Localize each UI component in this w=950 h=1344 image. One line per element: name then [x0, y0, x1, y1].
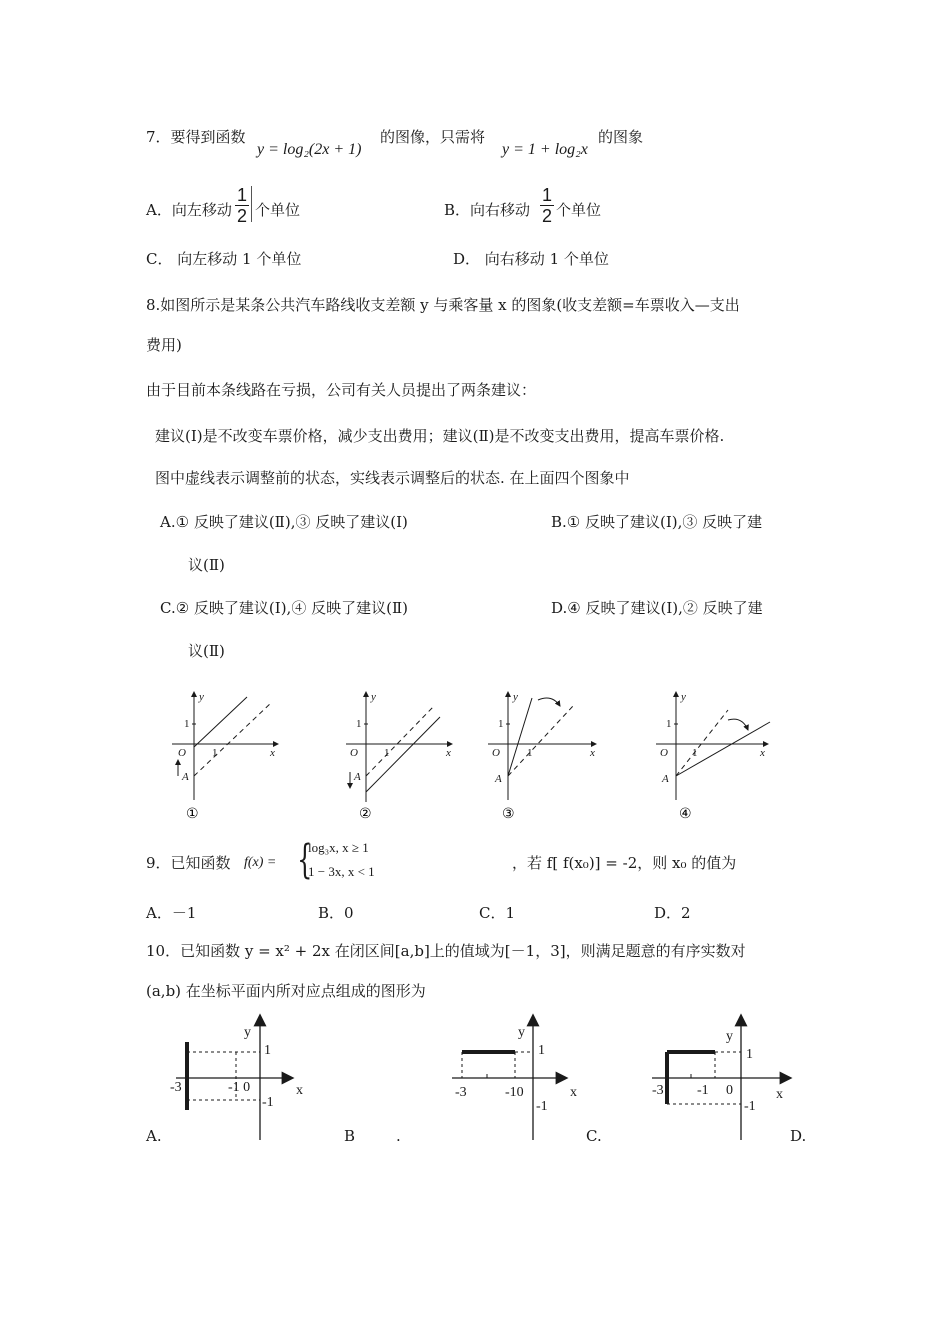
q8-option-a: A.① 反映了建议(Ⅱ),③ 反映了建议(Ⅰ) — [160, 513, 408, 531]
graph-4-y-one: 1 — [666, 718, 672, 730]
q9-condition: ，若 f[ f(x₀)] = -2，则 x₀ 的值为 — [512, 854, 737, 872]
graph-3-origin: O — [492, 747, 500, 759]
q10-option-b-dot: . — [396, 1127, 401, 1145]
graph-c-one: 1 — [746, 1047, 753, 1062]
graph-4-point-a: A — [662, 773, 669, 785]
q9-option-d: D．2 — [654, 904, 691, 922]
q7-formula-target: y = log₂(2x + 1) — [257, 141, 362, 158]
q7-option-a-prefix: A．向左移动 — [146, 201, 232, 219]
original-line — [508, 706, 573, 776]
q7-option-b-suffix: 个单位 — [556, 201, 602, 219]
graph-c-zero: 0 — [726, 1083, 733, 1098]
original-line — [366, 706, 434, 776]
q9-option-a: A．－1 — [146, 904, 197, 922]
fraction-denominator: 2 — [236, 206, 247, 226]
q9-case-1: log₃x, x ≥ 1 — [308, 840, 369, 855]
q7-option-d: D． 向右移动 1 个单位 — [453, 250, 609, 268]
graph-4-caption: ④ — [679, 806, 692, 822]
graph-3-x-one: 1 — [527, 747, 533, 759]
q8-option-d-line-2: 议(Ⅱ) — [188, 642, 225, 660]
q9-option-b: B．0 — [318, 904, 354, 922]
q8-graph-1 — [172, 692, 278, 800]
q7-option-b-fraction — [538, 186, 556, 225]
graph-4-origin: O — [660, 747, 668, 759]
graph-1-origin: O — [178, 747, 186, 759]
rotation-arrow — [538, 698, 560, 706]
graph-c-y-label: y — [726, 1029, 733, 1044]
graph-c-neg-one: -1 — [697, 1083, 709, 1098]
q7-tail: 的图象 — [598, 128, 644, 146]
graph-1-point-a: A — [182, 771, 189, 783]
graph-b-neg-three: -3 — [455, 1085, 467, 1100]
q8-line-2: 费用) — [146, 336, 182, 354]
q7-option-a-suffix: 个单位 — [255, 201, 301, 219]
graph-3-caption: ③ — [502, 806, 515, 822]
q8-line-3: 由于目前本条线路在亏损，公司有关人员提出了两条建议： — [146, 381, 537, 399]
q10-option-d: D. — [790, 1127, 807, 1145]
q7-mid: 的图像，只需将 — [380, 128, 486, 146]
graph-b-y-label: y — [518, 1025, 525, 1040]
graph-b-one: 1 — [538, 1043, 545, 1058]
q9-lead: 9．已知函数 — [146, 854, 231, 872]
q8-graphs — [0, 680, 950, 825]
graph-a-y-label: y — [244, 1025, 251, 1040]
original-line — [194, 702, 272, 776]
original-line — [676, 710, 728, 776]
graph-a-x-label: x — [296, 1083, 303, 1098]
graph-3-point-a: A — [495, 773, 502, 785]
q8-line-5: 图中虚线表示调整前的状态，实线表示调整后的状态. 在上面四个图象中 — [155, 469, 630, 487]
q8-graph-3 — [488, 692, 596, 800]
q10-graphs — [0, 1010, 950, 1150]
graph-a-neg-one-zero: -1 0 — [228, 1080, 251, 1095]
adjusted-line — [676, 722, 770, 776]
q8-option-d-line-1: D.④ 反映了建议(Ⅰ),② 反映了建 — [551, 599, 763, 617]
graph-b-neg-one: -1 — [536, 1099, 548, 1114]
q8-option-c: C.② 反映了建议(Ⅰ),④ 反映了建议(Ⅱ) — [160, 599, 408, 617]
q7-text — [146, 127, 246, 147]
q8-option-b-line-1: B.① 反映了建议(Ⅰ),③ 反映了建 — [551, 513, 763, 531]
fraction-numerator: 1 — [236, 185, 247, 205]
graph-3-y-label: y — [513, 691, 518, 703]
graph-4-x-label: x — [760, 747, 765, 759]
q10-line-2: (a,b) 在坐标平面内所对应点组成的图形为 — [146, 982, 426, 1000]
graph-1-y-one: 1 — [184, 718, 190, 730]
q10-option-a: A. — [146, 1127, 162, 1145]
q10-graph-a — [176, 1016, 292, 1140]
q9-function-name: f(x) = — [244, 855, 277, 870]
graph-2-x-one: 1 — [384, 747, 390, 759]
q10-option-c: C. — [586, 1127, 602, 1145]
q7-number: 7． — [146, 128, 171, 146]
graph-a-one: 1 — [264, 1043, 271, 1058]
graph-4-x-one: 1 — [692, 747, 698, 759]
graph-3-x-label: x — [590, 747, 595, 759]
q9-option-c: C．1 — [479, 904, 516, 922]
graph-b-neg-one-zero: -10 — [505, 1085, 524, 1100]
graph-2-y-label: y — [371, 691, 376, 703]
graph-b-x-label: x — [570, 1085, 577, 1100]
q7-lead: 要得到函数 — [170, 128, 246, 146]
graph-a-neg-three: -3 — [170, 1080, 182, 1095]
q8-graph-2 — [346, 692, 452, 802]
graph-c-x-label: x — [776, 1087, 783, 1102]
fraction-numerator: 1 — [541, 185, 552, 205]
q10-graph-b — [452, 1016, 566, 1140]
graph-2-y-one: 1 — [356, 718, 362, 730]
graph-2-point-a: A — [354, 771, 361, 783]
adjusted-line — [508, 698, 532, 776]
q7-option-a-fraction — [233, 186, 251, 225]
graph-2-origin: O — [350, 747, 358, 759]
graph-2-caption: ② — [359, 806, 372, 822]
adjusted-line — [194, 697, 247, 747]
adjusted-line — [366, 717, 440, 792]
graph-1-x-label: x — [270, 747, 275, 759]
q10-option-b: B — [344, 1127, 356, 1145]
q7-formula-source: y = 1 + log₂x — [502, 141, 588, 158]
graph-c-bottom-neg-one: -1 — [744, 1099, 756, 1114]
graph-a-neg-one: -1 — [262, 1095, 274, 1110]
graph-1-x-one: 1 — [212, 747, 218, 759]
text-cursor-mark — [251, 186, 252, 222]
graph-1-y-label: y — [199, 691, 204, 703]
q7-option-b-prefix: B．向右移动 — [444, 201, 531, 219]
q10-graph-c — [652, 1016, 790, 1140]
q8-option-b-line-2: 议(Ⅱ) — [188, 556, 225, 574]
graph-3-y-one: 1 — [498, 718, 504, 730]
q10-line-1: 10．已知函数 y = x² + 2x 在闭区间[a,b]上的值域为[－1，3]，则满足题意的有序实数对 — [146, 942, 746, 960]
rotation-arrow — [728, 719, 748, 730]
graph-4-y-label: y — [681, 691, 686, 703]
fraction-denominator: 2 — [541, 206, 552, 226]
q8-graph-4 — [656, 692, 770, 800]
brace-icon: { — [297, 837, 313, 883]
q8-line-4: 建议(Ⅰ)是不改变车票价格，减少支出费用；建议(Ⅱ)是不改变支出费用，提高车票价格. — [155, 427, 725, 445]
graph-2-x-label: x — [446, 747, 451, 759]
graph-1-caption: ① — [186, 806, 199, 822]
q8-line-1: 8.如图所示是某条公共汽车路线收支差额 y 与乘客量 x 的图象(收支差额=车票收入—支出 — [146, 296, 740, 314]
q9-case-2: 1 − 3x, x < 1 — [308, 864, 375, 879]
q7-option-c: C． 向左移动 1 个单位 — [146, 250, 302, 268]
graph-c-neg-three: -3 — [652, 1083, 664, 1098]
